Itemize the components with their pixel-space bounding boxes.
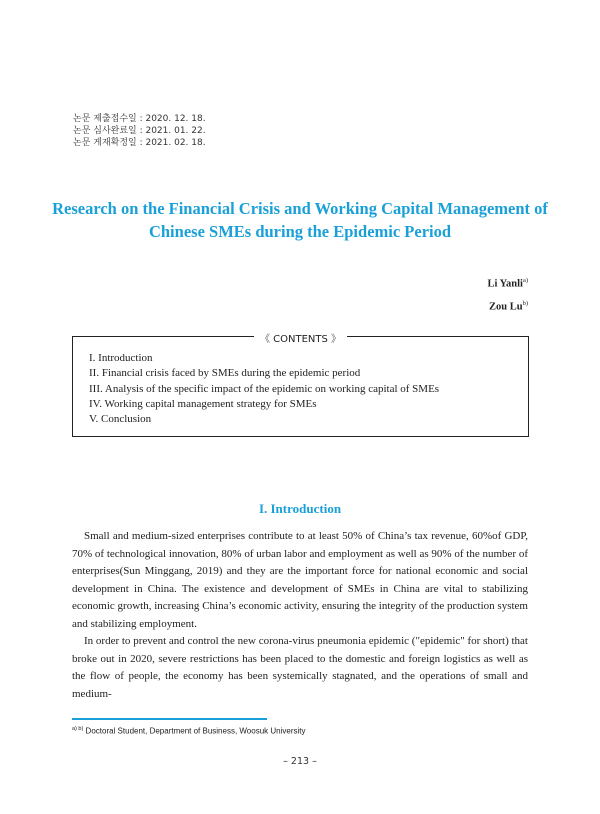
- contents-item: II. Financial crisis faced by SMEs during the epidemic period: [89, 367, 361, 380]
- contents-item: III. Analysis of the specific impact of the epidemic on working capital of SMEs: [89, 382, 440, 395]
- submission-dates: [73, 113, 206, 149]
- contents-item: I. Introduction: [89, 352, 153, 364]
- paragraph: Small and medium-sized enterprises contribute to at least 50% of China’s tax revenue, 60%of GDP, 70% of technological innovation, 80% of urban labor and employment as well as 90% of the number of enterprises(Sun Minggang, 2019) and they are the important force for national economic and social development in China. The existence and development of SMEs in China are vital to stabilizing economic growth, increasing China’s economic activity, ensuring the integrity of the production system and stabilizing employment.: [72, 530, 528, 630]
- paragraph: In order to prevent and control the new corona-virus pneumonia epidemic ("epidemic" for short) that broke out in 2020, severe restrictions has been placed to the domestic and foreign logistics as well as the flow of people, the economy has been systemically stagnated, and the operations of small and medium-: [72, 635, 528, 700]
- contents-item: IV. Working capital management strategy for SMEs: [89, 397, 317, 410]
- author-2: [487, 294, 528, 317]
- author-1-name: Li Yanli: [487, 278, 523, 290]
- title-line-2: Chinese SMEs during the Epidemic Period: [148, 221, 452, 241]
- page-number: – 213 –: [283, 756, 317, 767]
- contents-box: [72, 336, 529, 437]
- author-list: [487, 271, 528, 316]
- footnote-text: Doctoral Student, Department of Business, Woosuk University: [85, 726, 306, 736]
- author-2-name: Zou Lu: [489, 301, 523, 312]
- contents-label-text: 《 CONTENTS 》: [254, 334, 347, 345]
- contents-list: [89, 351, 439, 427]
- paper-title: [40, 198, 560, 243]
- body-text: [72, 528, 528, 703]
- section-heading: I. Introduction: [258, 501, 342, 516]
- date-submitted: 논문 제출접수일 : 2020. 12. 18.: [73, 114, 206, 124]
- date-accepted: 논문 게재확정일 : 2021. 02. 18.: [73, 138, 206, 148]
- contents-item: V. Conclusion: [89, 413, 152, 426]
- author-2-mark: b): [522, 299, 528, 307]
- contents-label: [73, 329, 528, 347]
- title-line-1: Research on the Financial Crisis and Working Capital Management of: [52, 199, 548, 218]
- date-reviewed: 논문 심사완료일 : 2021. 01. 22.: [73, 126, 206, 136]
- author-1: [487, 271, 528, 294]
- footnote: [72, 726, 306, 736]
- author-1-mark: a): [522, 277, 528, 284]
- footnote-rule: [72, 718, 267, 720]
- footnote-mark: a) b): [72, 726, 84, 732]
